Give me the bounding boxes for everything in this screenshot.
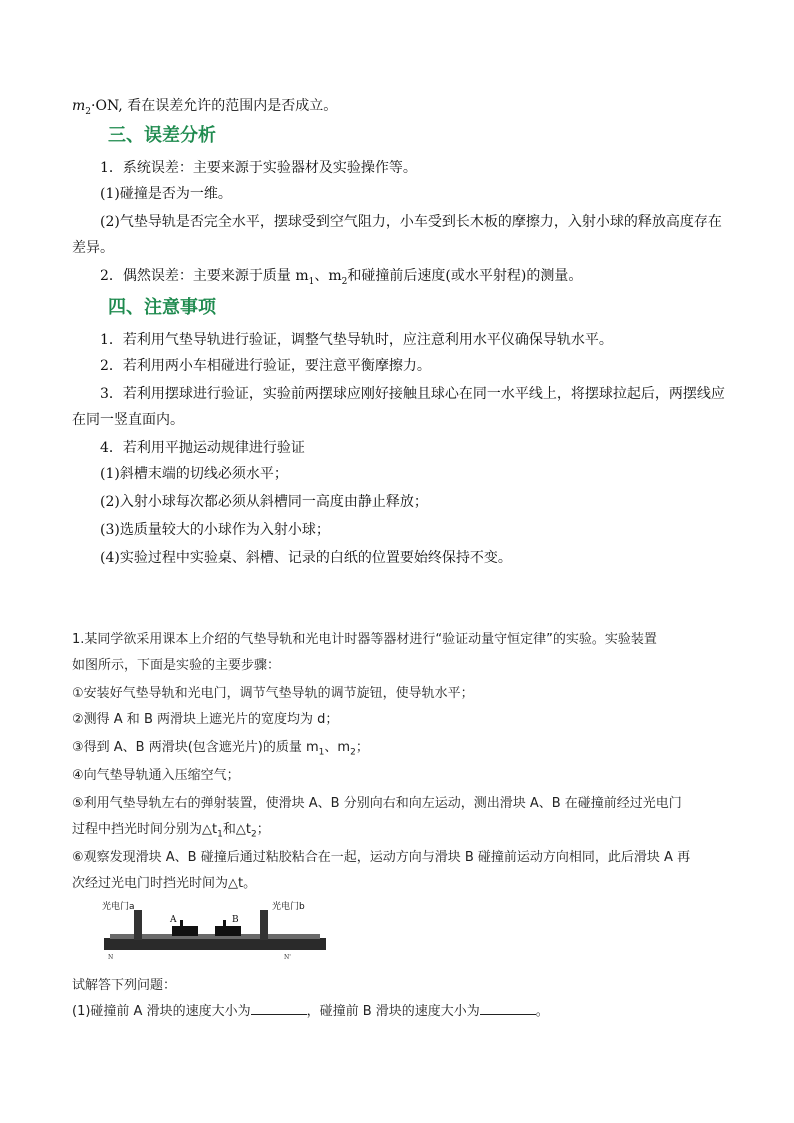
notes-item-4-3: (3)选质量较大的小球作为入射小球； [100,522,330,538]
sub-question-1-mid: ，碰撞前 B 滑块的速度大小为 [306,1004,480,1019]
notes-item-2: 2．若利用两小车相碰进行验证，要注意平衡摩擦力。 [100,358,431,374]
step-5b-pre: 过程中挡光时间分别为△t [72,822,218,837]
question-step-4: ④向气垫导轨通入压缩空气； [72,768,240,783]
question-step-6b: 次经过光电门时挡光时间为△t。 [72,876,257,891]
photogate-b-label: 光电门b [272,902,305,912]
slider-b-label: B [232,915,239,925]
mass-subscript: 2 [85,106,92,117]
notes-item-4: 4．若利用平抛运动规律进行验证 [100,440,305,456]
question-step-1: ①安装好气垫导轨和光电门，调节气垫导轨的调节旋钮，使导轨水平； [72,686,474,701]
photogate-a-label: 光电门a [102,902,135,912]
sub-question-1-post: 。 [535,1004,549,1019]
notes-item-3a: 3．若利用摆球进行验证，实验前两摆球应刚好接触且球心在同一水平线上，将摆球拉起后，两摆线应 [100,386,725,402]
question-step-2: ②测得 A 和 B 两滑块上遮光片的宽度均为 d； [72,712,339,727]
right-mark: N' [284,954,291,960]
error-item-2-pre: 2．偶然误差：主要来源于质量 m [100,268,309,284]
answer-blank-b[interactable] [480,1002,536,1015]
question-step-6a: ⑥观察发现滑块 A、B 碰撞后通过粘胶粘合在一起，运动方向与滑块 B 碰撞前运动方向相同，此后滑块 A 再 [72,850,691,865]
air-track-figure [100,900,330,960]
answer-blank-a[interactable] [251,1002,307,1015]
step-5b-sub1: 1 [217,829,223,840]
left-mark: N [108,954,114,960]
notes-item-4-2: (2)入射小球每次都必须从斜槽同一高度由静止释放； [100,494,428,510]
top-line [72,96,722,122]
section-heading-error-analysis: 三、误差分析 [108,125,216,146]
answer-intro: 试解答下列问题： [72,978,177,993]
error-item-1-1: (1)碰撞是否为一维。 [100,186,232,202]
error-item-1: 1．系统误差：主要来源于实验器材及实验操作等。 [100,160,417,176]
top-line-text: ·ON, 看在误差允许的范围内是否成立。 [91,98,338,114]
question-step-5b [72,820,270,845]
slider-a [172,926,198,936]
section-heading-notes: 四、注意事项 [108,297,216,318]
error-item-2 [100,266,750,292]
error-item-1-2a: (2)气垫导轨是否完全水平，摆球受到空气阻力，小车受到长木板的摩擦力，入射小球的释放高度存在 [100,214,722,230]
notes-item-4-1: (1)斜槽末端的切线必须水平； [100,466,288,482]
question-line-2: 如图所示，下面是实验的主要步骤： [72,658,281,673]
error-item-2-post: 和碰撞前后速度(或水平射程)的测量。 [347,268,583,284]
slider-b [215,926,241,936]
question-line-1: 1.某同学欲采用课本上介绍的气垫导轨和光电计时器等器材进行“验证动量守恒定律”的实验。实验装置 [72,632,657,647]
step-3-post: ； [355,740,369,755]
shading-plate-b [223,920,226,927]
shading-plate-a [180,920,183,927]
step-3-pre: ③得到 A、B 两滑块(包含遮光片)的质量 m [72,740,319,755]
sub-question-1-pre: (1)碰撞前 A 滑块的速度大小为 [72,1004,251,1019]
question-step-3 [72,738,369,763]
step-5b-mid: 和△t [222,822,251,837]
mass-symbol: m [72,98,86,114]
sub-question-1 [72,1002,549,1022]
step-3-mid: 、m [324,740,351,755]
error-item-1-2b: 差异。 [72,240,114,256]
error-item-2-sub2: 2 [341,276,348,287]
error-item-2-mid: 、m [314,268,342,284]
notes-item-1: 1．若利用气垫导轨进行验证，调整气垫导轨时，应注意利用水平仪确保导轨水平。 [100,332,613,348]
step-3-sub2: 2 [350,747,356,758]
step-3-sub1: 1 [318,747,325,758]
slider-a-label: A [170,915,177,925]
question-step-5a: ⑤利用气垫导轨左右的弹射装置，使滑块 A、B 分别向右和向左运动，测出滑块 A、B 在碰撞前经过光电门 [72,796,682,811]
step-5b-post: ； [256,822,270,837]
photogate-b [260,910,268,940]
photogate-a [134,910,142,940]
notes-item-3b: 在同一竖直面内。 [72,412,184,428]
error-item-2-sub1: 1 [308,276,315,287]
notes-item-4-4: (4)实验过程中实验桌、斜槽、记录的白纸的位置要始终保持不变。 [100,550,512,566]
step-5b-sub2: 2 [250,829,257,840]
